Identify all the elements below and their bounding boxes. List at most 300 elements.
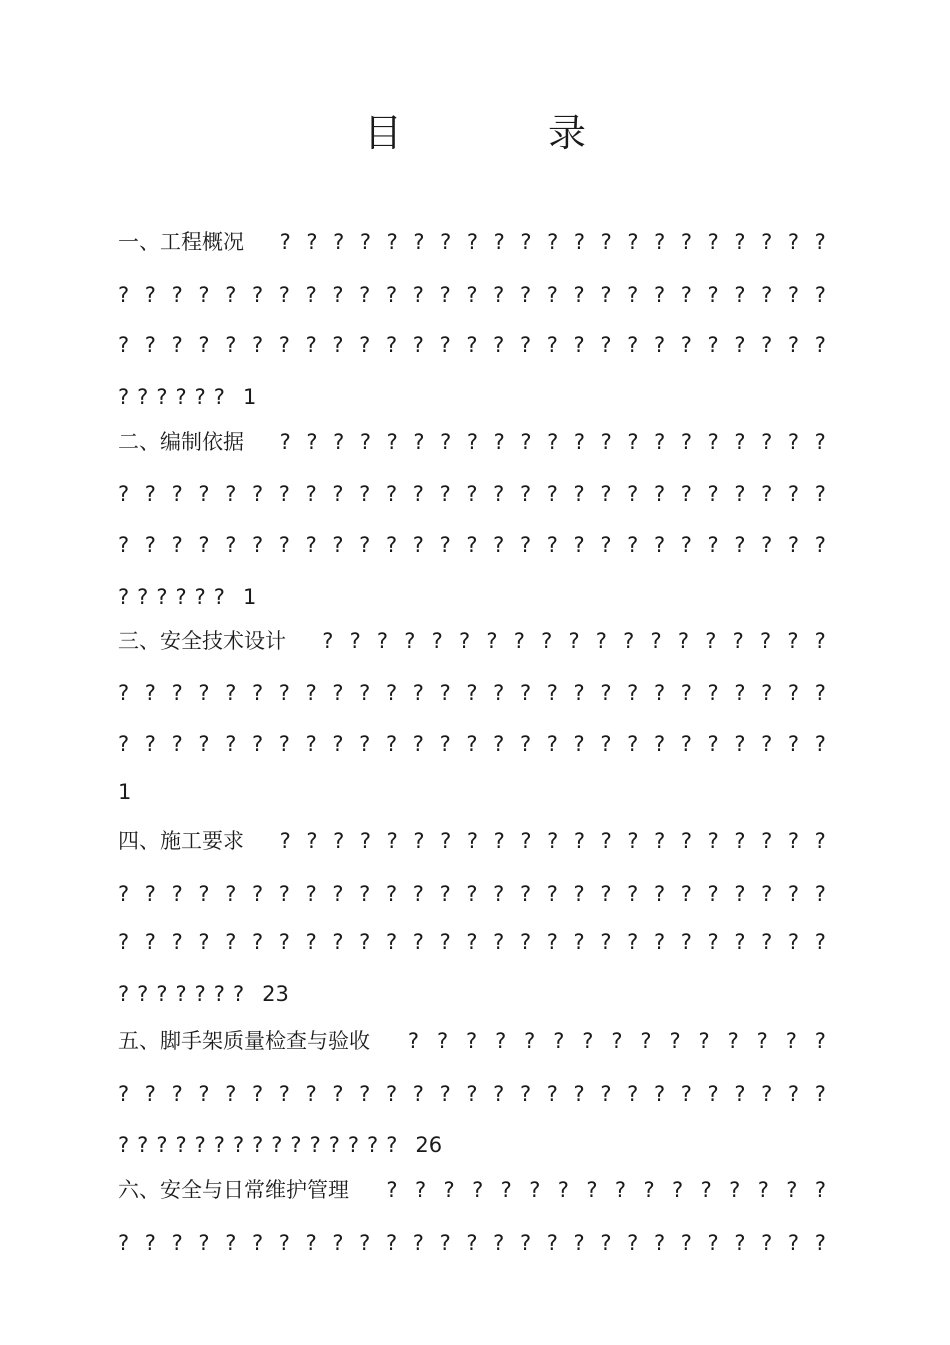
leader-glyph: ?	[305, 482, 317, 506]
leader-glyph: ?	[332, 283, 344, 307]
leader-glyph: ?	[519, 533, 532, 557]
leader-glyph: ?	[787, 732, 800, 756]
leader-glyph: ?	[385, 333, 398, 357]
leader-glyph: ?	[520, 230, 532, 254]
leader-glyph: ?	[322, 629, 334, 653]
leader-glyph: ?	[144, 681, 156, 705]
leader-glyph: ?	[175, 982, 187, 1006]
leader-glyph: ?	[495, 1029, 507, 1053]
leader-glyph: ?	[787, 333, 800, 357]
leader-glyph: ?	[761, 430, 773, 454]
leader-glyph: ?	[653, 283, 666, 307]
leader-glyph: ?	[493, 732, 505, 756]
leader-glyph: ?	[175, 385, 187, 409]
leader-glyph: ?	[278, 533, 290, 557]
leader-glyph: ?	[118, 732, 130, 756]
leader-glyph: ?	[787, 882, 800, 906]
leader-glyph: ?	[546, 333, 558, 357]
leader-glyph: ?	[680, 732, 692, 756]
leader-glyph: ?	[761, 732, 773, 756]
leader-glyph: ?	[553, 1029, 565, 1053]
leader-glyph: ?	[194, 385, 206, 409]
leader-glyph: ?	[519, 681, 532, 705]
leader-glyph: ?	[672, 1178, 684, 1202]
leader-glyph: ?	[118, 1082, 130, 1106]
leader-glyph: ?	[278, 930, 290, 954]
leader-glyph: ?	[493, 681, 505, 705]
leader-glyph: ?	[156, 585, 168, 609]
leader-glyph: ?	[546, 1082, 558, 1106]
leader-glyph: ?	[198, 681, 210, 705]
leader-glyph: ?	[305, 681, 317, 705]
leader-glyph: ?	[413, 430, 425, 454]
leader-glyph: ?	[412, 333, 424, 357]
leader-glyph: ?	[707, 283, 719, 307]
leader-glyph: ?	[333, 430, 345, 454]
leader-glyph: ?	[814, 1082, 826, 1106]
leader-glyph: ?	[493, 1231, 505, 1255]
leader-glyph: ?	[627, 1082, 639, 1106]
leader-glyph: ?	[600, 829, 612, 853]
toc-line	[118, 925, 826, 959]
leader-glyph: ?	[225, 283, 237, 307]
leader-glyph: ?	[519, 732, 532, 756]
leader-glyph: ?	[332, 681, 344, 705]
leader-glyph: ?	[385, 1082, 398, 1106]
leader-glyph: ?	[653, 533, 666, 557]
leader-glyph: ?	[707, 482, 719, 506]
leader-glyph: ?	[171, 283, 183, 307]
toc-line	[118, 328, 826, 362]
toc-line	[118, 624, 826, 658]
toc-line	[118, 1128, 826, 1162]
leader-glyph: ?	[278, 1082, 290, 1106]
leader-glyph: ?	[627, 430, 639, 454]
leader-glyph: ?	[171, 732, 183, 756]
leader-glyph: ?	[520, 430, 532, 454]
leader-glyph: ?	[225, 930, 237, 954]
leader-glyph: ?	[493, 430, 505, 454]
leader-glyph: ?	[707, 930, 719, 954]
leader-glyph: ?	[734, 283, 746, 307]
leader-glyph: ?	[198, 1082, 210, 1106]
leader-glyph: ?	[761, 1082, 773, 1106]
leader-glyph: ?	[707, 430, 719, 454]
leader-glyph: ?	[653, 732, 666, 756]
leader-glyph: ?	[698, 1029, 710, 1053]
leader-glyph: ?	[732, 629, 744, 653]
leader-glyph: ?	[529, 1178, 541, 1202]
leader-glyph: ?	[386, 1133, 398, 1157]
leader-glyph: ?	[359, 482, 371, 506]
leader-glyph: ?	[332, 732, 344, 756]
leader-glyph: ?	[814, 482, 826, 506]
toc-page-number: 23	[262, 982, 289, 1006]
leader-glyph: ?	[251, 1082, 264, 1106]
leader-glyph: ?	[623, 629, 635, 653]
leader-glyph: ?	[707, 333, 719, 357]
leader-glyph: ?	[734, 882, 746, 906]
leader-glyph: ?	[431, 629, 443, 653]
leader-glyph: ?	[653, 681, 666, 705]
leader-glyph: ?	[519, 283, 532, 307]
leader-glyph: ?	[439, 882, 451, 906]
leader-glyph: ?	[459, 629, 471, 653]
leader-glyph: ?	[278, 333, 290, 357]
leader-glyph: ?	[412, 283, 424, 307]
leader-glyph: ?	[251, 1231, 264, 1255]
leader-glyph: ?	[194, 585, 206, 609]
leader-glyph: ?	[251, 882, 264, 906]
leader-glyph: ?	[385, 732, 398, 756]
leader-glyph: ?	[707, 533, 719, 557]
leader-glyph: ?	[614, 1178, 627, 1202]
leader-glyph: ?	[519, 1231, 532, 1255]
leader-glyph: ?	[198, 533, 210, 557]
leader-glyph: ?	[546, 283, 558, 307]
leader-glyph: ?	[680, 333, 692, 357]
leader-glyph: ?	[573, 482, 585, 506]
leader-glyph: ?	[680, 1231, 692, 1255]
toc-line	[118, 775, 826, 809]
leader-glyph: ?	[600, 533, 612, 557]
toc-line	[118, 380, 826, 414]
leader-glyph: ?	[332, 882, 344, 906]
leader-glyph: ?	[680, 230, 692, 254]
leader-glyph: ?	[194, 1133, 206, 1157]
leader-glyph: ?	[493, 230, 505, 254]
leader-glyph: ?	[761, 230, 773, 254]
leader-glyph: ?	[600, 482, 612, 506]
leader-glyph: ?	[118, 982, 130, 1006]
leader-glyph: ?	[466, 283, 478, 307]
leader-glyph: ?	[669, 1029, 681, 1053]
leader-glyph: ?	[707, 1082, 719, 1106]
leader-glyph: ?	[225, 882, 237, 906]
leader-glyph: ?	[118, 333, 130, 357]
leader-glyph: ?	[680, 681, 692, 705]
leader-glyph: ?	[251, 533, 264, 557]
leader-glyph: ?	[466, 430, 478, 454]
toc-page-number: 1	[118, 780, 132, 804]
leader-glyph: ?	[137, 585, 149, 609]
leader-glyph: ?	[573, 430, 585, 454]
toc-line	[118, 1077, 826, 1111]
leader-glyph: ?	[586, 1178, 598, 1202]
leader-glyph: ?	[787, 681, 800, 705]
leader-glyph: ?	[493, 333, 505, 357]
leader-glyph: ?	[118, 681, 130, 705]
leader-glyph: ?	[118, 533, 130, 557]
leader-glyph: ?	[198, 482, 210, 506]
toc-page-number: 1	[242, 385, 257, 409]
toc-line	[118, 477, 826, 511]
leader-glyph: ?	[171, 1231, 183, 1255]
leader-glyph: ?	[305, 882, 317, 906]
leader-glyph: ?	[627, 829, 639, 853]
toc-line	[118, 676, 826, 710]
leader-glyph: ?	[332, 930, 344, 954]
toc-line	[118, 824, 826, 858]
leader-glyph: ?	[761, 283, 773, 307]
leader-glyph: ?	[787, 930, 800, 954]
leader-glyph: ?	[734, 230, 746, 254]
leader-glyph: ?	[627, 1231, 639, 1255]
leader-glyph: ?	[643, 1178, 655, 1202]
leader-glyph: ?	[653, 333, 666, 357]
leader-glyph: ?	[413, 829, 425, 853]
leader-glyph: ?	[787, 533, 800, 557]
leader-glyph: ?	[787, 283, 800, 307]
leader-glyph: ?	[547, 829, 559, 853]
leader-glyph: ?	[787, 629, 799, 653]
leader-glyph: ?	[627, 681, 639, 705]
leader-glyph: ?	[332, 333, 344, 357]
leader-glyph: ?	[814, 732, 826, 756]
leader-glyph: ?	[734, 1082, 746, 1106]
leader-glyph: ?	[466, 732, 478, 756]
leader-glyph: ?	[213, 385, 225, 409]
toc-entry-label: 四、施工要求	[118, 829, 244, 853]
toc-page-number: 26	[415, 1133, 443, 1157]
leader-glyph: ?	[653, 882, 666, 906]
leader-glyph: ?	[171, 1082, 183, 1106]
leader-glyph: ?	[349, 629, 361, 653]
leader-glyph: ?	[493, 829, 505, 853]
leader-glyph: ?	[787, 1231, 800, 1255]
leader-glyph: ?	[118, 385, 130, 409]
leader-glyph: ?	[385, 930, 398, 954]
leader-glyph: ?	[436, 1029, 449, 1053]
leader-glyph: ?	[546, 533, 558, 557]
leader-glyph: ?	[376, 629, 389, 653]
leader-glyph: ?	[305, 930, 317, 954]
toc-line	[118, 528, 826, 562]
leader-glyph: ?	[600, 1231, 612, 1255]
leader-glyph: ?	[332, 1082, 344, 1106]
leader-glyph: ?	[359, 1231, 371, 1255]
leader-glyph: ?	[439, 1082, 451, 1106]
toc-entry-label: 三、安全技术设计	[118, 629, 286, 653]
leader-glyph: ?	[440, 430, 452, 454]
leader-glyph: ?	[787, 482, 800, 506]
leader-glyph: ?	[385, 533, 398, 557]
leader-glyph: ?	[787, 230, 799, 254]
leader-glyph: ?	[306, 430, 318, 454]
leader-glyph: ?	[546, 882, 558, 906]
leader-glyph: ?	[653, 482, 666, 506]
toc-entry-label: 二、编制依据	[118, 430, 244, 454]
leader-glyph: ?	[814, 430, 826, 454]
leader-glyph: ?	[290, 1133, 302, 1157]
leader-glyph: ?	[175, 585, 187, 609]
leader-glyph: ?	[573, 681, 585, 705]
leader-glyph: ?	[680, 482, 692, 506]
leader-glyph: ?	[144, 1231, 156, 1255]
leader-glyph: ?	[333, 829, 345, 853]
leader-glyph: ?	[734, 930, 746, 954]
leader-glyph: ?	[252, 1133, 264, 1157]
leader-glyph: ?	[198, 930, 210, 954]
leader-glyph: ?	[278, 681, 290, 705]
leader-glyph: ?	[144, 732, 156, 756]
toc-line	[118, 877, 826, 911]
leader-glyph: ?	[814, 230, 826, 254]
leader-glyph: ?	[785, 1029, 797, 1053]
leader-glyph: ?	[546, 482, 558, 506]
leader-glyph: ?	[653, 1231, 666, 1255]
leader-glyph: ?	[271, 1133, 283, 1157]
leader-glyph: ?	[171, 482, 183, 506]
leader-glyph: ?	[198, 283, 210, 307]
leader-glyph: ?	[472, 1178, 484, 1202]
leader-glyph: ?	[198, 333, 210, 357]
leader-glyph: ?	[279, 430, 291, 454]
leader-glyph: ?	[600, 333, 612, 357]
leader-glyph: ?	[734, 533, 746, 557]
toc-line	[118, 580, 826, 614]
leader-glyph: ?	[198, 882, 210, 906]
leader-glyph: ?	[546, 732, 558, 756]
leader-glyph: ?	[547, 430, 559, 454]
leader-glyph: ?	[278, 482, 290, 506]
leader-glyph: ?	[493, 930, 505, 954]
leader-glyph: ?	[573, 732, 585, 756]
leader-glyph: ?	[386, 230, 398, 254]
leader-glyph: ?	[814, 629, 826, 653]
leader-glyph: ?	[359, 533, 371, 557]
leader-glyph: ?	[328, 1133, 340, 1157]
leader-glyph: ?	[198, 732, 210, 756]
toc-entry-label: 一、工程概况	[118, 230, 244, 254]
leader-glyph: ?	[359, 1082, 371, 1106]
leader-glyph: ?	[466, 829, 478, 853]
leader-glyph: ?	[118, 482, 130, 506]
leader-glyph: ?	[171, 930, 183, 954]
leader-glyph: ?	[519, 930, 532, 954]
leader-glyph: ?	[627, 930, 639, 954]
leader-glyph: ?	[144, 283, 156, 307]
leader-glyph: ?	[137, 385, 149, 409]
leader-glyph: ?	[279, 230, 291, 254]
leader-glyph: ?	[611, 1029, 623, 1053]
leader-glyph: ?	[814, 1029, 826, 1053]
leader-glyph: ?	[439, 1231, 451, 1255]
leader-glyph: ?	[118, 930, 130, 954]
leader-glyph: ?	[519, 482, 532, 506]
leader-glyph: ?	[814, 882, 826, 906]
leader-glyph: ?	[198, 1231, 210, 1255]
leader-glyph: ?	[359, 230, 371, 254]
leader-glyph: ?	[680, 533, 692, 557]
leader-glyph: ?	[171, 333, 183, 357]
leader-glyph: ?	[734, 829, 746, 853]
leader-glyph: ?	[439, 283, 451, 307]
leader-glyph: ?	[600, 882, 612, 906]
leader-glyph: ?	[439, 533, 451, 557]
leader-glyph: ?	[756, 1029, 768, 1053]
leader-glyph: ?	[557, 1178, 569, 1202]
leader-glyph: ?	[814, 829, 826, 853]
leader-glyph: ?	[757, 1178, 769, 1202]
leader-glyph: ?	[786, 1178, 798, 1202]
leader-glyph: ?	[466, 681, 478, 705]
leader-glyph: ?	[412, 882, 424, 906]
leader-glyph: ?	[486, 629, 498, 653]
leader-glyph: ?	[700, 1178, 712, 1202]
leader-glyph: ?	[707, 882, 719, 906]
leader-glyph: ?	[466, 482, 478, 506]
leader-glyph: ?	[359, 430, 371, 454]
leader-glyph: ?	[347, 1133, 360, 1157]
leader-glyph: ?	[305, 1082, 317, 1106]
leader-glyph: ?	[650, 629, 662, 653]
leader-glyph: ?	[440, 829, 452, 853]
toc-title-char-2: 录	[548, 111, 587, 155]
leader-glyph: ?	[213, 1133, 225, 1157]
leader-glyph: ?	[251, 930, 264, 954]
leader-glyph: ?	[144, 533, 156, 557]
leader-glyph: ?	[734, 1231, 746, 1255]
leader-glyph: ?	[680, 829, 692, 853]
leader-glyph: ?	[653, 930, 666, 954]
leader-glyph: ?	[466, 1082, 478, 1106]
leader-glyph: ?	[439, 681, 451, 705]
leader-glyph: ?	[519, 1082, 532, 1106]
leader-glyph: ?	[546, 681, 558, 705]
leader-glyph: ?	[144, 930, 156, 954]
toc-entry-label: 六、安全与日常维护管理	[118, 1178, 349, 1202]
leader-glyph: ?	[144, 482, 156, 506]
leader-glyph: ?	[225, 1231, 237, 1255]
leader-glyph: ?	[653, 1082, 666, 1106]
leader-glyph: ?	[385, 283, 398, 307]
leader-glyph: ?	[305, 1231, 317, 1255]
leader-glyph: ?	[359, 283, 371, 307]
toc-line	[118, 1173, 826, 1207]
leader-glyph: ?	[306, 230, 318, 254]
leader-glyph: ?	[627, 333, 639, 357]
leader-glyph: ?	[439, 482, 451, 506]
leader-glyph: ?	[278, 882, 290, 906]
leader-glyph: ?	[305, 333, 317, 357]
leader-glyph: ?	[251, 681, 264, 705]
leader-glyph: ?	[573, 930, 585, 954]
toc-line	[118, 1024, 826, 1058]
toc-line	[118, 977, 826, 1011]
toc-line	[118, 1226, 826, 1260]
leader-glyph: ?	[137, 982, 149, 1006]
leader-glyph: ?	[144, 333, 156, 357]
toc-title	[0, 108, 950, 158]
leader-glyph: ?	[707, 829, 719, 853]
leader-glyph: ?	[787, 430, 799, 454]
leader-glyph: ?	[546, 1231, 558, 1255]
leader-glyph: ?	[600, 430, 612, 454]
leader-glyph: ?	[279, 829, 291, 853]
leader-glyph: ?	[500, 1178, 512, 1202]
leader-glyph: ?	[412, 1231, 424, 1255]
leader-glyph: ?	[761, 1231, 773, 1255]
leader-glyph: ?	[493, 482, 505, 506]
leader-glyph: ?	[414, 1178, 427, 1202]
leader-glyph: ?	[332, 1231, 344, 1255]
leader-glyph: ?	[573, 829, 585, 853]
leader-glyph: ?	[654, 230, 666, 254]
leader-glyph: ?	[413, 230, 425, 254]
leader-glyph: ?	[251, 482, 264, 506]
leader-glyph: ?	[412, 1082, 424, 1106]
